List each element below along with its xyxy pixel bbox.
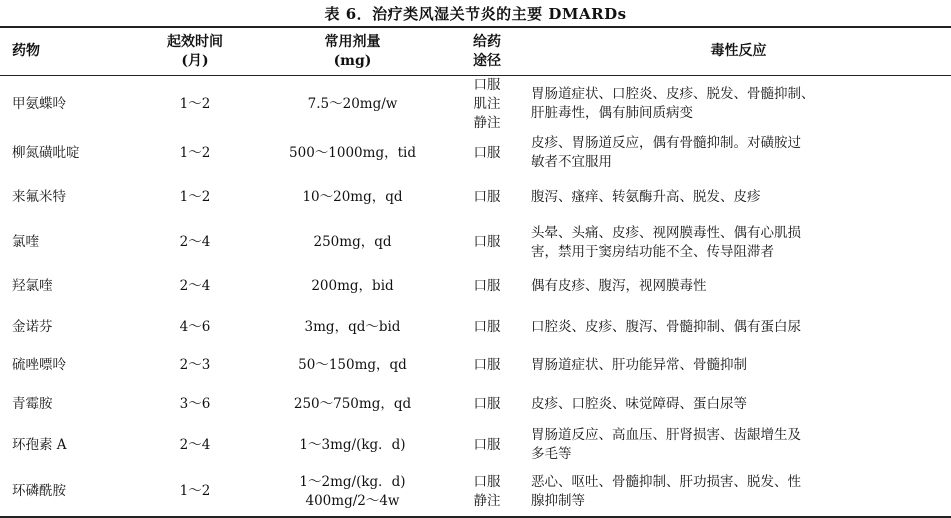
toxicity-cell-line: 皮疹、口腔炎、味觉障碍、蛋白尿等 xyxy=(531,395,747,412)
dose-cell-line: 3mg，qd～bid xyxy=(304,318,401,335)
route-cell-line: 静注 xyxy=(473,114,501,131)
header-route xyxy=(452,28,522,75)
route-cell-line: 口服 xyxy=(473,473,501,490)
drug-cell xyxy=(12,174,142,220)
toxicity-cell xyxy=(531,423,946,467)
header-drug xyxy=(12,28,132,75)
dose-cell xyxy=(250,220,455,265)
route-cell xyxy=(452,174,522,220)
header-drug-label: 药物 xyxy=(12,43,40,59)
route-cell-line: 口服 xyxy=(473,318,501,335)
table-row xyxy=(0,308,951,346)
dose-cell-line: 200mg，bid xyxy=(311,278,394,294)
toxicity-cell-line: 胃肠道反应、高血压、肝肾损害、齿龈增生及 xyxy=(531,427,801,443)
header-onset-line1: 起效时间 xyxy=(167,33,223,50)
toxicity-cell xyxy=(531,132,946,174)
drug-cell-line: 青霉胺 xyxy=(12,395,53,412)
route-cell xyxy=(452,308,522,346)
toxicity-cell-line: 口腔炎、皮疹、腹泻、骨髓抑制、偶有蛋白尿 xyxy=(531,318,801,335)
drug-cell xyxy=(12,132,142,174)
dose-cell-line: 1～2mg/(kg．d) xyxy=(299,473,406,490)
toxicity-cell xyxy=(531,467,946,516)
onset-cell xyxy=(140,132,250,174)
toxicity-cell-line: 腹泻、瘙痒、转氨酶升高、脱发、皮疹 xyxy=(531,188,761,205)
toxicity-cell-line: 肝脏毒性，偶有肺间质病变 xyxy=(531,105,693,121)
drug-cell-line: 环孢素 A xyxy=(12,436,67,453)
onset-cell xyxy=(140,76,250,132)
onset-cell xyxy=(140,385,250,423)
table-row xyxy=(0,76,951,132)
route-cell-line: 口服 xyxy=(473,395,501,412)
drug-cell xyxy=(12,76,142,132)
onset-cell-line: 3～6 xyxy=(179,395,211,412)
route-cell-line: 静注 xyxy=(473,492,501,509)
header-dose xyxy=(250,28,455,75)
toxicity-cell-line: 恶心、呕吐、骨髓抑制、肝功损害、脱发、性 xyxy=(531,473,801,490)
drug-cell-line: 环磷酰胺 xyxy=(12,483,66,499)
onset-cell xyxy=(140,423,250,467)
route-cell xyxy=(452,346,522,385)
toxicity-cell-line: 腺抑制等 xyxy=(531,492,585,509)
drug-cell-line: 硫唑嘌呤 xyxy=(12,357,66,373)
header-onset xyxy=(140,28,250,75)
drug-cell-line: 氯喹 xyxy=(12,234,39,250)
onset-cell-line: 2～4 xyxy=(179,234,211,250)
table-row xyxy=(0,423,951,467)
drug-cell-line: 甲氨蝶呤 xyxy=(12,95,66,112)
dose-cell-line: 250mg，qd xyxy=(313,234,392,250)
toxicity-cell-line: 偶有皮疹、腹泻，视网膜毒性 xyxy=(531,278,707,294)
drug-cell-line: 金诺芬 xyxy=(12,318,53,335)
onset-cell xyxy=(140,174,250,220)
route-cell xyxy=(452,265,522,308)
table-row xyxy=(0,346,951,385)
drug-cell xyxy=(12,346,142,385)
dose-cell xyxy=(250,308,455,346)
table-row xyxy=(0,467,951,516)
toxicity-cell xyxy=(531,76,946,132)
route-cell-line: 肌注 xyxy=(473,95,501,112)
onset-cell-line: 4～6 xyxy=(179,318,211,335)
header-dose-line2: (mg) xyxy=(333,52,372,69)
route-cell-line: 口服 xyxy=(473,278,501,294)
onset-cell-line: 1～2 xyxy=(179,188,211,205)
dose-cell-line: 250～750mg，qd xyxy=(293,395,412,412)
header-toxicity-label: 毒性反应 xyxy=(710,43,767,59)
onset-cell xyxy=(140,308,250,346)
toxicity-cell xyxy=(531,346,946,385)
onset-cell-line: 1～2 xyxy=(179,95,211,112)
table-title: 表 6．治疗类风湿关节炎的主要 DMARDs xyxy=(324,5,627,23)
drug-cell xyxy=(12,467,142,516)
drug-cell-line: 羟氯喹 xyxy=(12,278,53,294)
table-row xyxy=(0,220,951,265)
toxicity-cell-line: 胃肠道症状、肝功能异常、骨髓抑制 xyxy=(531,357,747,373)
onset-cell-line: 2～4 xyxy=(179,436,211,453)
route-cell xyxy=(452,467,522,516)
toxicity-cell-line: 皮疹、胃肠道反应，偶有骨髓抑制。对磺胺过 xyxy=(531,135,801,151)
toxicity-cell xyxy=(531,308,946,346)
drug-cell xyxy=(12,385,142,423)
toxicity-cell xyxy=(531,265,946,308)
route-cell xyxy=(452,423,522,467)
header-onset-line2: (月) xyxy=(181,52,209,69)
dose-cell xyxy=(250,76,455,132)
table-row xyxy=(0,385,951,423)
header-route-line1: 给药 xyxy=(473,33,501,50)
table-row xyxy=(0,174,951,220)
route-cell-line: 口服 xyxy=(473,357,501,373)
dose-cell-line: 500～1000mg，tid xyxy=(289,144,416,161)
header-toxicity xyxy=(531,28,946,75)
dose-cell xyxy=(250,423,455,467)
dose-cell-line: 50～150mg，qd xyxy=(298,357,407,373)
dose-cell xyxy=(250,385,455,423)
drug-cell-line: 柳氮磺吡啶 xyxy=(12,144,80,161)
table-row xyxy=(0,265,951,308)
toxicity-cell xyxy=(531,174,946,220)
toxicity-cell-line: 头晕、头痛、皮疹、视网膜毒性、偶有心肌损 xyxy=(531,224,801,241)
drug-cell xyxy=(12,220,142,265)
dose-cell-line: 400mg/2～4w xyxy=(305,492,400,509)
dose-cell xyxy=(250,174,455,220)
header-route-line2: 途径 xyxy=(473,52,501,69)
onset-cell-line: 1～2 xyxy=(179,144,211,161)
onset-cell xyxy=(140,346,250,385)
route-cell-line: 口服 xyxy=(473,144,501,161)
route-cell xyxy=(452,76,522,132)
route-cell-line: 口服 xyxy=(473,234,501,250)
drug-cell-line: 来氟米特 xyxy=(12,188,66,205)
dose-cell-line: 7.5～20mg/w xyxy=(307,95,398,112)
onset-cell xyxy=(140,265,250,308)
drug-cell xyxy=(12,265,142,308)
dose-cell-line: 10～20mg，qd xyxy=(302,188,403,205)
onset-cell-line: 2～3 xyxy=(179,357,211,373)
toxicity-cell-line: 敏者不宜服用 xyxy=(531,154,612,170)
route-cell xyxy=(452,132,522,174)
route-cell-line: 口服 xyxy=(473,188,501,205)
onset-cell xyxy=(140,467,250,516)
onset-cell xyxy=(140,220,250,265)
onset-cell-line: 2～4 xyxy=(179,278,211,294)
drug-cell xyxy=(12,423,142,467)
toxicity-cell-line: 害，禁用于窦房结功能不全、传导阻滞者 xyxy=(531,243,774,260)
table-row xyxy=(0,132,951,174)
dose-cell xyxy=(250,467,455,516)
toxicity-cell-line: 胃肠道症状、口腔炎、皮疹、脱发、骨髓抑制、 xyxy=(531,86,815,102)
dose-cell xyxy=(250,132,455,174)
route-cell-line: 口服 xyxy=(473,436,501,453)
dose-cell-line: 1～3mg/(kg．d) xyxy=(299,436,406,453)
drug-cell xyxy=(12,308,142,346)
route-cell xyxy=(452,220,522,265)
toxicity-cell-line: 多毛等 xyxy=(531,446,572,462)
onset-cell-line: 1～2 xyxy=(179,483,211,499)
header-dose-line1: 常用剂量 xyxy=(324,33,381,50)
route-cell-line: 口服 xyxy=(473,76,501,93)
toxicity-cell xyxy=(531,385,946,423)
dose-cell xyxy=(250,346,455,385)
toxicity-cell xyxy=(531,220,946,265)
dose-cell xyxy=(250,265,455,308)
route-cell xyxy=(452,385,522,423)
